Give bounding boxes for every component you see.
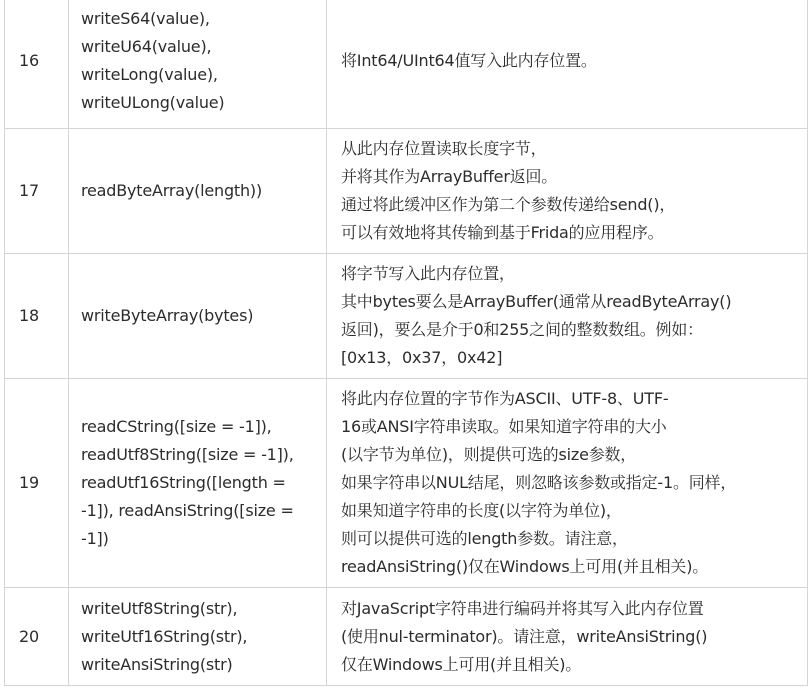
method-line: -1]), readAnsiString([size =	[81, 501, 294, 520]
description-line: 并将其作为ArrayBuffer返回。	[341, 167, 558, 186]
description-line: (使用nul-terminator)。请注意，writeAnsiString()	[341, 626, 708, 646]
method-line: readUtf8String([size = -1]),	[81, 445, 294, 464]
api-reference-table	[4, 0, 808, 686]
description-line: 其中bytes要么是ArrayBuffer(通常从readByteArray()	[341, 292, 732, 311]
description-line: 通过将此缓冲区作为第二个参数传递给send()，	[341, 195, 676, 214]
row-number: 20	[5, 588, 69, 686]
table-row	[5, 588, 808, 686]
description-line: 如果知道字符串的长度(以字符为单位)，	[341, 501, 622, 520]
table-row	[5, 379, 808, 588]
method-description	[327, 379, 808, 588]
method-signature	[69, 129, 327, 254]
row-number: 19	[5, 379, 69, 588]
description-line: 对JavaScript字符串进行编码并将其写入此内存位置	[341, 598, 704, 618]
table-row	[5, 0, 808, 129]
description-line: 将此内存位置的字节作为ASCII、UTF-8、UTF-	[341, 389, 669, 408]
description-line: readAnsiString()仅在Windows上可用(并且相关)。	[341, 557, 709, 576]
description-line: 将字节写入此内存位置，	[341, 264, 515, 283]
method-signature	[69, 588, 327, 686]
description-line: 可以有效地将其传输到基于Frida的应用程序。	[341, 223, 664, 242]
table-row	[5, 254, 808, 379]
method-signature	[69, 0, 327, 129]
description-line: [0x13，0x37，0x42]	[341, 348, 503, 367]
method-line: writeS64(value),	[81, 8, 210, 28]
description-line: 仅在Windows上可用(并且相关)。	[341, 654, 582, 674]
description-line: 如果字符串以NUL结尾，则忽略该参数或指定-1。同样，	[341, 473, 737, 492]
description-line: 则可以提供可选的length参数。请注意，	[341, 529, 628, 548]
description-line: 从此内存位置读取长度字节，	[341, 139, 547, 158]
method-signature	[69, 254, 327, 379]
method-description	[327, 0, 808, 129]
method-description	[327, 254, 808, 379]
method-line: writeULong(value)	[81, 92, 225, 112]
description-line: (以字节为单位)，则提供可选的size参数，	[341, 445, 637, 464]
method-line: readByteArray(length))	[81, 181, 263, 200]
method-description	[327, 588, 808, 686]
method-line: writeLong(value),	[81, 64, 218, 84]
method-line: writeU64(value),	[81, 36, 212, 56]
method-line: readCString([size = -1]),	[81, 417, 272, 436]
method-line: writeByteArray(bytes)	[81, 306, 254, 325]
method-line: writeAnsiString(str)	[81, 654, 233, 674]
method-line: writeUtf16String(str),	[81, 626, 248, 646]
method-description	[327, 129, 808, 254]
row-number: 16	[5, 0, 69, 129]
method-line: -1])	[81, 529, 109, 548]
row-number: 18	[5, 254, 69, 379]
row-number: 17	[5, 129, 69, 254]
description-line: 返回)，要么是介于0和255之间的整数数组。例如：	[341, 320, 703, 339]
description-line: 将Int64/UInt64值写入此内存位置。	[341, 50, 597, 70]
method-line: writeUtf8String(str),	[81, 598, 238, 618]
method-signature	[69, 379, 327, 588]
description-line: 16或ANSI字符串读取。如果知道字符串的大小	[341, 417, 667, 436]
table-row	[5, 129, 808, 254]
method-line: readUtf16String([length =	[81, 473, 286, 492]
